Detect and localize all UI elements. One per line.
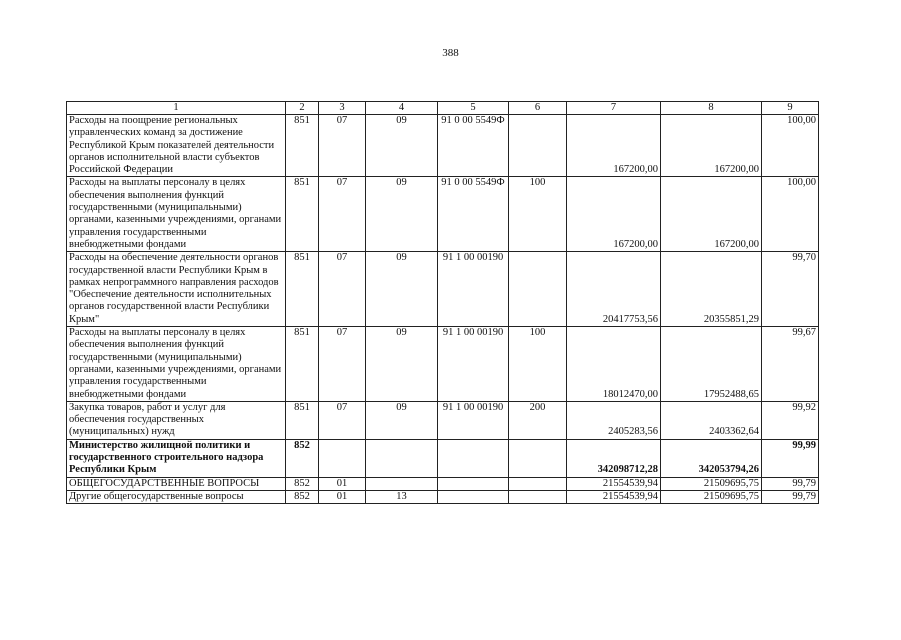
expense-type-code: 100 — [509, 327, 567, 402]
budget-table — [66, 101, 819, 504]
fact-amount: 2403362,64 — [661, 401, 762, 439]
plan-amount: 18012470,00 — [567, 327, 661, 402]
table-row — [67, 439, 819, 477]
ved-code: 852 — [286, 477, 319, 490]
subsection-code: 09 — [366, 252, 438, 327]
row-description: Расходы на поощрение региональных управленческих команд за достижение Республикой Крым показателей деятельности органов исполнительной власти субъектов Российской Федерации — [67, 115, 286, 177]
page-number: 388 — [442, 47, 459, 59]
target-article-code: 91 0 00 5549Ф — [438, 115, 509, 177]
row-description: Министерство жилищной политики и государственного строительного надзора Республики Крым — [67, 439, 286, 477]
section-code: 07 — [319, 327, 366, 402]
table-row — [67, 252, 819, 327]
subsection-code — [366, 477, 438, 490]
plan-amount: 2405283,56 — [567, 401, 661, 439]
ved-code: 851 — [286, 327, 319, 402]
expense-type-code: 100 — [509, 177, 567, 252]
execution-percent: 99,70 — [762, 252, 819, 327]
column-header: 7 — [567, 102, 661, 115]
table-row — [67, 327, 819, 402]
column-header: 8 — [661, 102, 762, 115]
section-code — [319, 439, 366, 477]
target-article-code: 91 1 00 00190 — [438, 252, 509, 327]
column-header: 6 — [509, 102, 567, 115]
target-article-code: 91 0 00 5549Ф — [438, 177, 509, 252]
fact-amount: 21509695,75 — [661, 490, 762, 503]
target-article-code: 91 1 00 00190 — [438, 327, 509, 402]
table-row — [67, 177, 819, 252]
subsection-code — [366, 439, 438, 477]
execution-percent: 99,79 — [762, 477, 819, 490]
row-description: Другие общегосударственные вопросы — [67, 490, 286, 503]
column-header: 5 — [438, 102, 509, 115]
ved-code: 852 — [286, 439, 319, 477]
column-header: 3 — [319, 102, 366, 115]
section-code: 07 — [319, 115, 366, 177]
target-article-code — [438, 490, 509, 503]
column-header: 9 — [762, 102, 819, 115]
row-description: Расходы на обеспечение деятельности органов государственной власти Республики Крым в рамках непрограммного направления расходов "Обеспечение деятельности исполнительных органов государственной власти Республики Крым" — [67, 252, 286, 327]
expense-type-code — [509, 252, 567, 327]
section-code: 07 — [319, 401, 366, 439]
section-code: 01 — [319, 477, 366, 490]
target-article-code — [438, 477, 509, 490]
ved-code: 851 — [286, 252, 319, 327]
subsection-code: 13 — [366, 490, 438, 503]
row-description: ОБЩЕГОСУДАРСТВЕННЫЕ ВОПРОСЫ — [67, 477, 286, 490]
table-row — [67, 490, 819, 503]
column-header: 1 — [67, 102, 286, 115]
execution-percent: 100,00 — [762, 115, 819, 177]
fact-amount: 342053794,26 — [661, 439, 762, 477]
ved-code: 851 — [286, 115, 319, 177]
subsection-code: 09 — [366, 327, 438, 402]
plan-amount: 21554539,94 — [567, 490, 661, 503]
target-article-code — [438, 439, 509, 477]
fact-amount: 167200,00 — [661, 115, 762, 177]
header-row — [67, 102, 819, 115]
section-code: 07 — [319, 177, 366, 252]
row-description: Закупка товаров, работ и услуг для обеспечения государственных (муниципальных) нужд — [67, 401, 286, 439]
table-row — [67, 115, 819, 177]
expense-type-code — [509, 115, 567, 177]
ved-code: 852 — [286, 490, 319, 503]
section-code: 01 — [319, 490, 366, 503]
expense-type-code — [509, 439, 567, 477]
table-row — [67, 477, 819, 490]
ved-code: 851 — [286, 177, 319, 252]
fact-amount: 17952488,65 — [661, 327, 762, 402]
execution-percent: 100,00 — [762, 177, 819, 252]
ved-code: 851 — [286, 401, 319, 439]
execution-percent: 99,99 — [762, 439, 819, 477]
fact-amount: 20355851,29 — [661, 252, 762, 327]
fact-amount: 167200,00 — [661, 177, 762, 252]
column-header: 4 — [366, 102, 438, 115]
subsection-code: 09 — [366, 401, 438, 439]
plan-amount: 342098712,28 — [567, 439, 661, 477]
execution-percent: 99,79 — [762, 490, 819, 503]
column-header: 2 — [286, 102, 319, 115]
section-code: 07 — [319, 252, 366, 327]
plan-amount: 167200,00 — [567, 177, 661, 252]
execution-percent: 99,92 — [762, 401, 819, 439]
subsection-code: 09 — [366, 115, 438, 177]
expense-type-code: 200 — [509, 401, 567, 439]
row-description: Расходы на выплаты персоналу в целях обеспечения выполнения функций государственными (муниципальными) органами, казенными учреждениями, органами управления государственными внебюджетными фондами — [67, 327, 286, 402]
row-description: Расходы на выплаты персоналу в целях обеспечения выполнения функций государственными (муниципальными) органами, казенными учреждениями, органами управления государственными внебюджетными фондами — [67, 177, 286, 252]
fact-amount: 21509695,75 — [661, 477, 762, 490]
execution-percent: 99,67 — [762, 327, 819, 402]
expense-type-code — [509, 490, 567, 503]
plan-amount: 20417753,56 — [567, 252, 661, 327]
expense-type-code — [509, 477, 567, 490]
plan-amount: 21554539,94 — [567, 477, 661, 490]
subsection-code: 09 — [366, 177, 438, 252]
table-row — [67, 401, 819, 439]
target-article-code: 91 1 00 00190 — [438, 401, 509, 439]
plan-amount: 167200,00 — [567, 115, 661, 177]
